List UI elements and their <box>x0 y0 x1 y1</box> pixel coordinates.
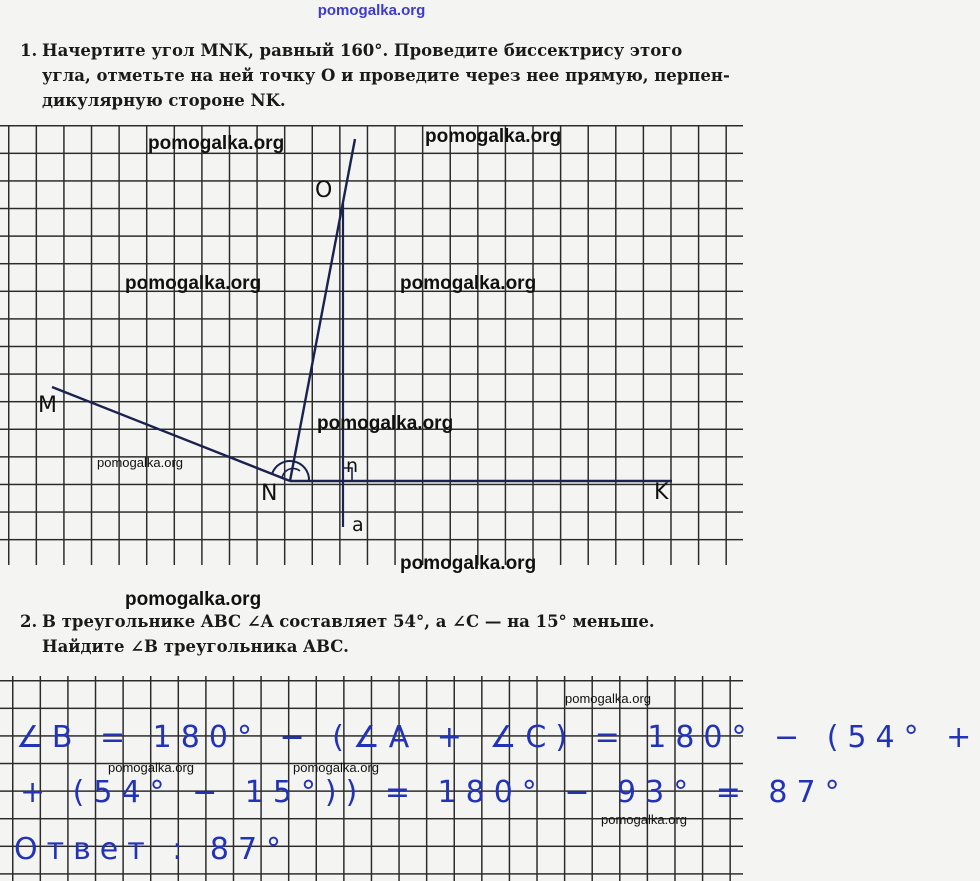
label-o: O <box>315 178 333 203</box>
task-1-line-2: угла, отметьте на ней точку O и проведите через нее прямую, перпен- <box>42 66 730 85</box>
angle-drawing <box>0 125 743 565</box>
watermark: pomogalka.org <box>148 133 285 154</box>
watermark: pomogalka.org <box>400 273 537 294</box>
watermark: pomogalka.org <box>125 273 262 294</box>
task-2 <box>20 609 735 659</box>
task-2-line-2: Найдите ∠B треугольника ABC. <box>42 637 349 656</box>
watermark: pomogalka.org <box>400 553 537 574</box>
watermark: pomogalka.org <box>108 760 194 775</box>
watermark: pomogalka.org <box>425 126 562 147</box>
watermark: pomogalka.org <box>97 455 183 470</box>
solution-answer: Ответ : 87° <box>14 832 291 867</box>
watermark: pomogalka.org <box>293 760 379 775</box>
label-k: K <box>654 480 669 505</box>
watermark: pomogalka.org <box>125 589 262 610</box>
label-m: M <box>38 393 57 418</box>
label-n: N <box>261 481 278 506</box>
task-1-line-1: Начертите угол MNK, равный 160°. Проведите биссектрису этого <box>42 41 683 60</box>
task-1 <box>20 38 735 113</box>
solution-line-1: ∠B = 180° − (∠A + ∠C) = 180° − (54° + <box>16 720 980 755</box>
watermark: pomogalka.org <box>565 691 651 706</box>
site-header[interactable]: pomogalka.org <box>317 2 426 19</box>
solution-line-2: + (54° − 15°)) = 180° − 93° = 87° <box>20 775 849 810</box>
label-a: a <box>352 514 364 536</box>
watermark: pomogalka.org <box>601 812 687 827</box>
task-2-number: 2. <box>20 612 38 631</box>
task-1-number: 1. <box>20 41 38 60</box>
label-n-small: n <box>346 455 359 477</box>
task-1-line-3: дикулярную стороне NK. <box>42 91 286 110</box>
task-2-line-1: В треугольнике ABC ∠A составляет 54°, а ∠C — на 15° меньше. <box>42 612 655 631</box>
watermark: pomogalka.org <box>317 413 454 434</box>
